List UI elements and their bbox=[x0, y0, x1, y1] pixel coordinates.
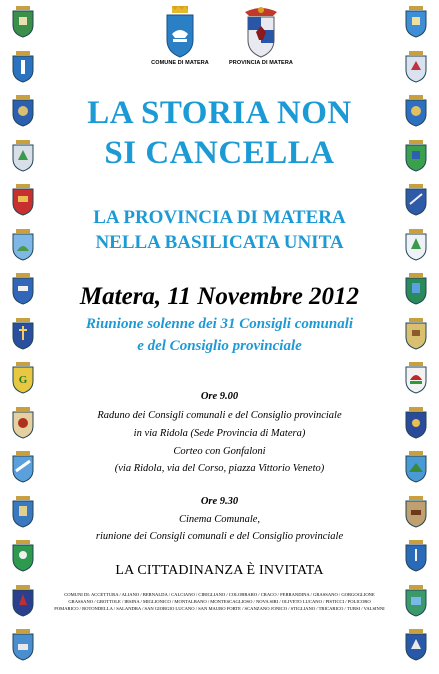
crest-icon bbox=[403, 95, 429, 127]
crest-icon bbox=[403, 496, 429, 528]
headline-line-1: LA STORIA NON bbox=[87, 95, 352, 131]
program-line: Cinema Comunale, bbox=[178, 514, 261, 525]
event-date: Matera, 11 Novembre 2012 bbox=[79, 283, 360, 310]
provincia-caption: PROVINCIA DI MATERA bbox=[229, 60, 293, 66]
crest-icon bbox=[403, 229, 429, 261]
crest-icon bbox=[403, 140, 429, 172]
crest-icon bbox=[10, 184, 36, 216]
provincia-crest-icon bbox=[243, 6, 279, 58]
crest-icon bbox=[10, 451, 36, 483]
program-time-2: Ore 9.30 bbox=[200, 496, 239, 507]
subtitle-line-1: LA PROVINCIA DI MATERA bbox=[93, 207, 346, 228]
meeting-line-1: Riunione solenne dei 31 Consigli comunali bbox=[85, 316, 354, 332]
footer-towns-line: GRASSANO / GROTTOLE / IRSINA / MIGLIONICO / MONTALBANO / MONTESCAGLIOSO / NOVA SIRI / OLIVETO LUCANO / PISTICCI / POLICORO bbox=[68, 599, 371, 604]
crest-icon bbox=[403, 451, 429, 483]
footer-towns-line: COMUNI DI: ACCETTURA / ALIANO / BERNALDA / CALCIANO / CIRIGLIANO / COLOBRARO / CRACO / FERRANDINA / GRASSANO / GORGOGLIONE bbox=[64, 592, 375, 597]
crest-icon bbox=[10, 229, 36, 261]
crest-icon bbox=[403, 51, 429, 83]
crest-icon bbox=[403, 184, 429, 216]
crest-icon bbox=[10, 362, 36, 394]
comune-logo bbox=[148, 6, 212, 66]
meeting-line-2: e del Consiglio provinciale bbox=[137, 338, 302, 354]
crest-icon bbox=[403, 407, 429, 439]
invitation-text: LA CITTADINANZA È INVITATA bbox=[115, 563, 324, 578]
program-time-1: Ore 9.00 bbox=[200, 391, 239, 402]
crest-icon bbox=[10, 318, 36, 350]
comune-caption: COMUNE DI MATERA bbox=[151, 60, 209, 66]
program-line: riunione dei Consigli comunali e del Consiglio provinciale bbox=[95, 531, 344, 542]
crest-icon bbox=[10, 629, 36, 661]
program-line: (via Ridola, via del Corso, piazza Vittorio Veneto) bbox=[114, 463, 325, 474]
crest-icon bbox=[10, 140, 36, 172]
crest-icon bbox=[10, 273, 36, 305]
subtitle-line-2: NELLA BASILICATA UNITA bbox=[95, 232, 344, 253]
crest-icon bbox=[403, 318, 429, 350]
program-line: Raduno dei Consigli comunali e del Consiglio provinciale bbox=[97, 410, 342, 421]
crest-icon bbox=[403, 6, 429, 38]
footer-towns-line: POMARICO / ROTONDELLA / SALANDRA / SAN GIORGIO LUCANO / SAN MAURO FORTE / SCANZANO JONICO / STIGLIANO / TRICARICO / TURSI / VALSINNI bbox=[54, 606, 385, 611]
crest-icon bbox=[10, 51, 36, 83]
left-crest-column bbox=[8, 6, 38, 674]
crest-icon bbox=[403, 540, 429, 572]
program-line: Corteo con Gonfaloni bbox=[173, 446, 266, 457]
crest-icon bbox=[10, 585, 36, 617]
comune-crest-icon bbox=[163, 6, 197, 58]
header-logos bbox=[0, 6, 439, 78]
svg-text:G: G bbox=[18, 374, 28, 386]
crest-icon bbox=[403, 273, 429, 305]
crest-icon bbox=[10, 496, 36, 528]
crest-icon bbox=[403, 629, 429, 661]
headline-line-2: SI CANCELLA bbox=[104, 135, 335, 171]
crest-icon bbox=[403, 585, 429, 617]
crest-icon bbox=[10, 407, 36, 439]
crest-icon bbox=[403, 362, 429, 394]
right-crest-column bbox=[401, 6, 431, 674]
program-line: in via Ridola (Sede Provincia di Matera) bbox=[133, 428, 306, 439]
crest-icon bbox=[10, 540, 36, 572]
provincia-logo bbox=[226, 6, 296, 66]
crest-icon bbox=[10, 95, 36, 127]
crest-icon bbox=[10, 6, 36, 38]
